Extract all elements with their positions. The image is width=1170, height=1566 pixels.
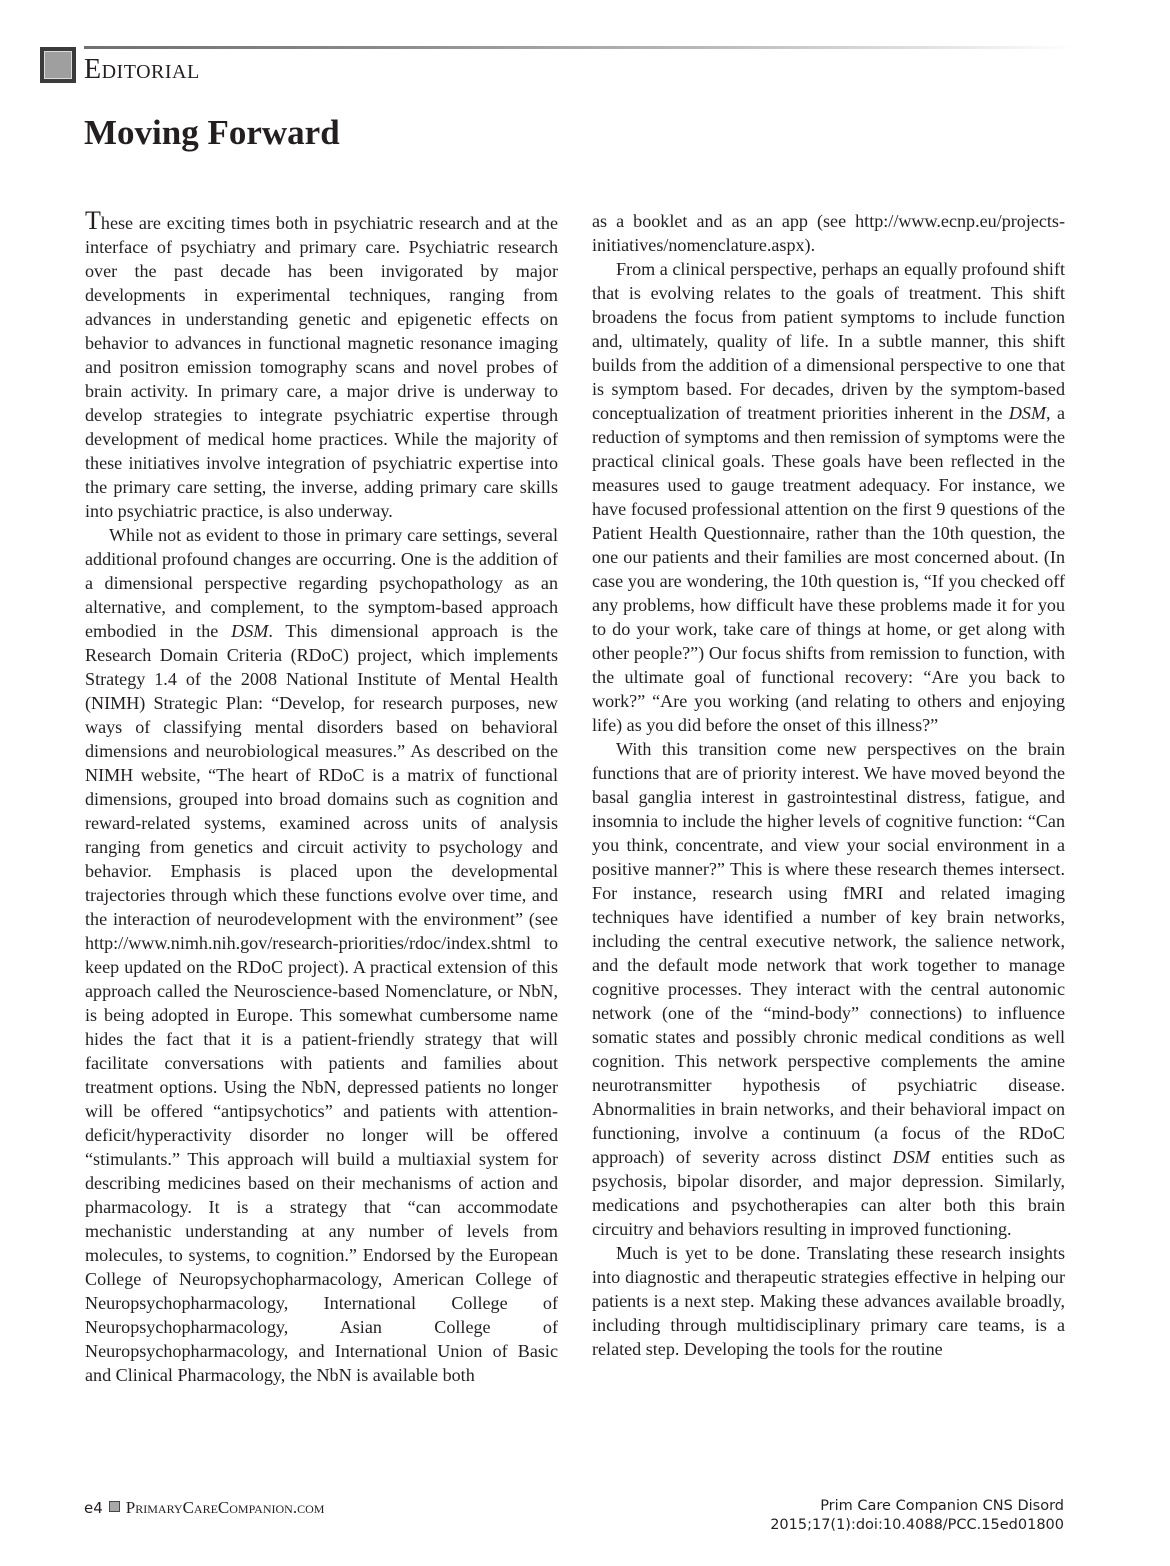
paragraph: Much is yet to be done. Translating these research insights into diagnostic and therapeutic strategies effective in helping our patients is a next step. Making these advances available broadly, including through multidisciplinary primary care teams, is a related step. Developing the tools for the routine [592,1243,1065,1359]
journal-name: Prim Care Companion CNS Disord [820,1498,1064,1514]
paragraph [85,523,558,1387]
paragraph [592,257,1065,737]
section-label: Editorial [84,54,200,85]
text-run: With this transition come new perspectives on the brain functions that are of priority interest. We have moved beyond the basal ganglia interest in gastrointestinal distress, fatigue, and insomnia to include the higher levels of cognitive function: “Can you think, concentrate, and view your social environment in a positive manner?” This is where these research themes intersect. For instance, research using fMRI and related imaging techniques have identified a number of key brain networks, including the central executive network, the salience network, and the default mode network that work together to manage cognitive processes. They interact with the central autonomic network (one of the “mind-body” connections) to influence somatic states and possibly chronic medical conditions as well cognition. This network perspective complements the amine neurotransmitter hypothesis of psychiatric disease. Abnormalities in brain networks, and their behavioral impact on functioning, involve a continuum (a focus of the RDoC approach) of severity across distinct [592,739,1065,1167]
text-run: . This dimensional approach is the Research Domain Criteria (RDoC) project, which implements Strategy 1.4 of the 2008 National Institute of Mental Health (NIMH) Strategic Plan: “Develop, for research purposes, new ways of classifying mental disorders based on behavioral dimensions and neurobiological measures.” As described on the NIMH website, “The heart of RDoC is a matrix of functional dimensions, grouped into broad domains such as cognition and reward-related systems, examined across units of analysis ranging from genetics and circuit activity to psychology and behavior. Emphasis is placed upon the developmental trajectories through which these functions evolve over time, and the interaction of neurodevelopment with the environment” (see http://www.nimh.nih.gov/research-priorities/rdoc/index.shtml to keep updated on the RDoC project). A practical extension of this approach called the Neuroscience-based Nomenclature, or NbN, is being adopted in Europe. This somewhat cumbersome name hides the fact that it is a patient-friendly strategy that will facilitate conversations with patients and families about treatment options. Using the NbN, depressed patients no longer will be offered “antipsychotics” and patients with attention-deficit/hyperactivity disorder no longer will be offered “stimulants.” This approach will build a multiaxial system for describing medicines based on their mechanisms of action and pharmacology. It is a strategy that “can accommodate mechanistic understanding at any number of levels from molecules, to systems, to cognition.” Endorsed by the European College of Neuropsychopharmacology, American College of Neuropsychopharmacology, International College of Neuropsychopharmacology, Asian College of Neuropsychopharmacology, and International Union of Basic and Clinical Pharmacology, the NbN is available both [85,621,558,1385]
dsm-italic: DSM [231,621,269,641]
square-separator-icon [109,1501,120,1512]
header-rule [84,46,1074,49]
page-number: e4 [84,1499,103,1517]
dsm-italic: DSM [892,1147,930,1167]
paragraph: as a booklet and as an app (see http://www.ecnp.eu/projects-initiatives/nomenclature.aspx). [592,211,1065,255]
right-column [592,209,1065,1361]
article-title: Moving Forward [84,113,340,152]
text-run: While not as evident to those in primary care settings, several additional profound changes are occurring. One is the addition of a dimensional perspective regarding psychopathology as an alternative, and complement, to the symptom-based approach embodied in the [85,525,558,641]
site-name[interactable]: PrimaryCareCompanion.com [125,1498,325,1517]
footer-citation [770,1497,1064,1535]
dsm-italic: DSM [1008,403,1047,423]
text-run: From a clinical perspective, perhaps an equally profound shift that is evolving relates to the goals of treatment. This shift broadens the focus from patient symptoms to include function and, ultimately, quality of life. In a subtle manner, this shift builds from the addition of a dimensional perspective to one that is symptom based. For decades, driven by the symptom-based conceptualization of treatment priorities inherent in the [592,259,1065,423]
footer-left [84,1498,324,1519]
paragraph [592,737,1065,1241]
section-square-icon [40,47,76,83]
doi-citation: 2015;17(1):doi:10.4088/PCC.15ed01800 [770,1517,1064,1533]
paragraph: These are exciting times both in psychiatric research and at the interface of psychiatry and primary care. Psychiatric research over the past decade has been invigorated by major developments in experimental techniques, ranging from advances in understanding genetic and epigenetic effects on behavior to advances in functional magnetic resonance imaging and positron emission tomography scans and novel probes of brain activity. In primary care, a major drive is underway to develop strategies to integrate psychiatric expertise through development of medical home practices. While the majority of these initiatives involve integration of psychiatric expertise into the primary care setting, the inverse, adding primary care skills into psychiatric practice, is also underway. [85,206,558,521]
text-run: , a reduction of symptoms and then remission of symptoms were the practical clinical goals. These goals have been reflected in the measures used to gauge treatment adequacy. For instance, we have focused professional attention on the first 9 questions of the Patient Health Questionnaire, rather than the 10th question, the one our patients and their families are most concerned about. (In case you are wondering, the 10th question is, “If you checked off any problems, how difficult have these problems made it for you to do your work, take care of things at home, or get along with other people?”) Our focus shifts from remission to function, with the ultimate goal of functional recovery: “Are you back to work?” “Are you working (and relating to others and enjoying life) as you did before the onset of this illness?” [592,403,1066,735]
text-run: entities such as psychosis, bipolar disorder, and major depression. Similarly, medications and psychotherapies can alter both this brain circuitry and behaviors resulting in improved functioning. [592,1147,1065,1239]
left-column [85,206,558,1387]
